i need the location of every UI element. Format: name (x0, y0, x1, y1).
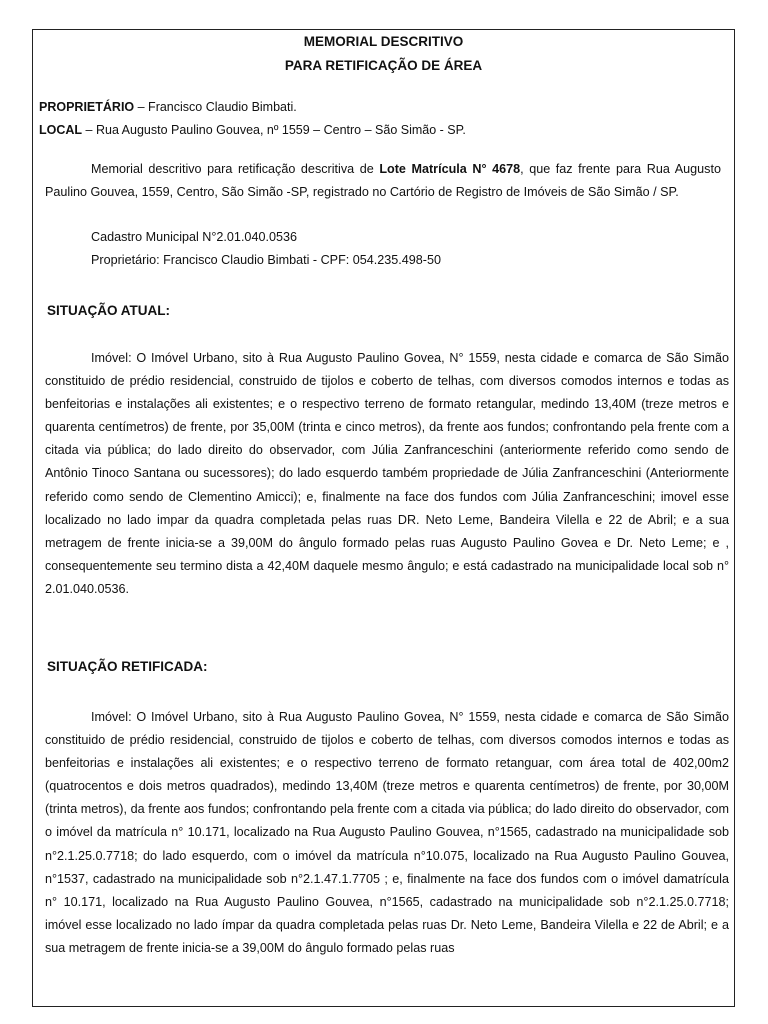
section-heading-rectified: SITUAÇÃO RETIFICADA: (47, 659, 208, 674)
local-label: LOCAL (39, 123, 83, 137)
document-title: MEMORIAL DESCRITIVO (303, 34, 464, 49)
document-page (32, 29, 735, 1007)
section-heading-current: SITUAÇÃO ATUAL: (47, 303, 170, 318)
intro-text-after: , que faz frente para Rua Augusto Paulino Gouvea, 1559, Centro, São Simão -SP, registrado no Cartório de Registro de Imóveis de São Simão / SP. (45, 162, 721, 200)
owner-cpf-line: Proprietário: Francisco Claudio Bimbati - CPF: 054.235.498-50 (91, 253, 441, 267)
document-subtitle: PARA RETIFICAÇÃO DE ÁREA (284, 58, 483, 73)
owner-value: – Francisco Claudio Bimbati. (134, 100, 297, 114)
section-body-current: Imóvel: O Imóvel Urbano, sito à Rua Augusto Paulino Govea, N° 1559, nesta cidade e comarca de São Simão constituido de prédio residencial, construido de tijolos e coberto de telhas, com diversos comodos internos e todas as benfeitorias e instalações ali existentes; e o respectivo terreno de formato retangular, medindo 13,40M (treze metros e quarenta centímetros) de frente, por 35,00M (trinta e cinco metros), da frente aos fundos; confrontando pela frente com a citada via pública; do lado direito do observador, com Júlia Zanfranceschini (anteriormente referido como sendo de Antônio Tinoco Santana ou sucessores); do lado esquerdo também propriedade de Júlia Zanfranceschini (Anteriormente referido como sendo de Clementino Amicci); e, finalmente na face dos fundos com Júlia Zanfranceschini; imovel esse localizado no lado impar da quadra completada pelas ruas DR. Neto Leme, Bandeira Vilella e 22 de Abril; e a sua metragem de frente inicia-se a 39,00M do ângulo formado pelas ruas Augusto Paulino Govea e Dr. Neto Leme; e , consequentemente seu termino dista a 42,40M daquele mesmo ângulo; e está cadastrado na municipalidade local sob n° 2.01.040.0536. (45, 351, 729, 596)
lot-registration-number: Lote Matrícula N° 4678 (379, 162, 521, 176)
local-line (39, 123, 466, 137)
owner-label: PROPRIETÁRIO (39, 100, 135, 114)
local-value: – Rua Augusto Paulino Gouvea, nº 1559 – Centro – São Simão - SP. (82, 123, 466, 137)
municipal-registry-line: Cadastro Municipal N°2.01.040.0536 (91, 230, 297, 244)
intro-paragraph (45, 158, 721, 204)
section-body-rectified: Imóvel: O Imóvel Urbano, sito à Rua Augusto Paulino Govea, N° 1559, nesta cidade e comarca de São Simão constituido de prédio residencial, construido de tijolos e coberto de telhas, com diversos comodos internos e todas as benfeitorias e instalações ali existentes; e o respectivo terreno de formato retanguar, com área total de 402,00m2 (quatrocentos e dois metros quadrados), medindo 13,40M (treze metros e quarenta centímetros) de frente, por 30,00M (trinta metros), da frente aos fundos; confrontando pela frente com a citada via pública; do lado direito do observador, com o imóvel da matrícula n° 10.171, localizado na Rua Augusto Paulino Gouvea, n°1565, cadastrado na municipalidade sob n°2.1.25.0.7718; do lado esquerdo, com o imóvel da matrícula n°10.075, localizado na Rua Augusto Paulino Gouvea, n°1537, cadastrado na municipalidade sob n°2.1.47.1.7705 ; e, finalmente na face dos fundos com o imóvel damatrícula n° 10.171, localizado na Rua Augusto Paulino Gouvea, n°1565, cadastrado na municipalidade sob n°2.1.25.0.7718; imóvel esse localizado no lado ímpar da quadra completada pelas ruas Dr. Neto Leme, Bandeira Vilella e 22 de Abril; e a sua metragem de frente inicia-se a 39,00M do ângulo formado pelas ruas (45, 710, 729, 955)
owner-line (39, 100, 297, 114)
intro-text-before: Memorial descritivo para retificação descritiva de (91, 162, 380, 176)
